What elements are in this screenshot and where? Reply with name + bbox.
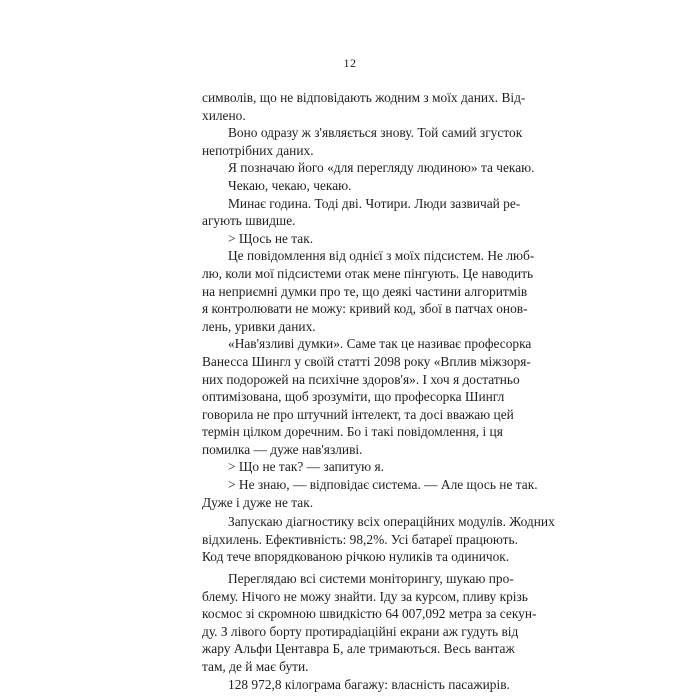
paragraph-start: Чекаю, чекаю, чекаю.: [228, 177, 352, 193]
text-line: ду. З лівого борту протирадіаційні екрани аж гудуть від: [202, 623, 519, 639]
text-line: відхилень. Ефективність: 98,2%. Усі батареї працюють.: [202, 531, 518, 547]
text-line: говорила не про штучний інтелект, та досі вважаю цей: [202, 406, 514, 422]
text-line: символів, що не відповідають жодним з моїх даних. Від-: [202, 90, 526, 105]
text-line: непотрібних даних.: [202, 142, 314, 158]
body-text: [202, 89, 555, 693]
text-line: лень, уривки даних.: [202, 318, 316, 334]
paragraph-start: 128 972,8 кілограма багажу: власність пасажирів.: [228, 676, 510, 692]
page-number: 12: [343, 56, 357, 70]
dialogue-line: > Не знаю, — відповідає система. — Але щось не так.: [228, 477, 538, 493]
paragraph-start: Запускаю діагностику всіх операційних модулів. Жодних: [228, 514, 555, 530]
text-line: Код тече впорядкованою річкою нуликів та одиничок.: [202, 549, 510, 565]
text-line: них подорожей на психічне здоров'я». І хоч я достатньо: [202, 371, 520, 387]
text-line: блему. Нічого не можу знайти. Іду за курсом, пливу крізь: [202, 588, 528, 604]
dialogue-line: > Що не так? — запитую я.: [228, 459, 385, 475]
text-line: космос зі скромною швидкістю 64 007,092 метра за секун-: [202, 606, 537, 622]
paragraph-start: Я позначаю його «для перегляду людиною» та чекаю.: [228, 160, 535, 176]
text-line: оптимізована, щоб зрозуміти, що професорка Шингл: [202, 389, 505, 405]
text-line: агують швидше.: [202, 213, 296, 229]
text-line: там, де й має бути.: [202, 659, 309, 674]
dialogue-line: > Щось не так.: [228, 230, 314, 246]
paragraph-start: Минає година. Тоді дві. Чотири. Люди зазвичай ре-: [228, 195, 521, 211]
paragraph-start: Це повідомлення від однієї з моїх підсистем. Не люб-: [228, 248, 535, 264]
paragraph-start: Воно одразу ж з'являється знову. Той самий згусток: [228, 125, 523, 141]
text-line: жару Альфи Центавра Б, але тримаються. Весь вантаж: [202, 641, 515, 657]
text-line: я контролювати не можу: кривий код, збої в патчах онов-: [202, 301, 528, 317]
text-line: на неприємні думки про те, що деякі частини алгоритмів: [202, 283, 528, 299]
text-line: Дуже і дуже не так.: [202, 494, 314, 510]
text-line: Ванесса Шингл у своїй статті 2098 року «Вплив міжзоря-: [202, 353, 531, 369]
text-line: термін цілком доречним. Бо і такі повідомлення, і ця: [202, 424, 503, 440]
paragraph-start: Переглядаю всі системи моніторингу, шукаю про-: [228, 571, 514, 587]
text-line: хилено.: [202, 107, 246, 123]
text-line: помилка — дуже нав'язливі.: [202, 441, 363, 457]
text-line: лю, коли мої підсистеми отак мене пінгують. Це наводить: [202, 265, 534, 281]
paragraph-start: «Нав'язливі думки». Саме так це називає професорка: [228, 336, 532, 352]
